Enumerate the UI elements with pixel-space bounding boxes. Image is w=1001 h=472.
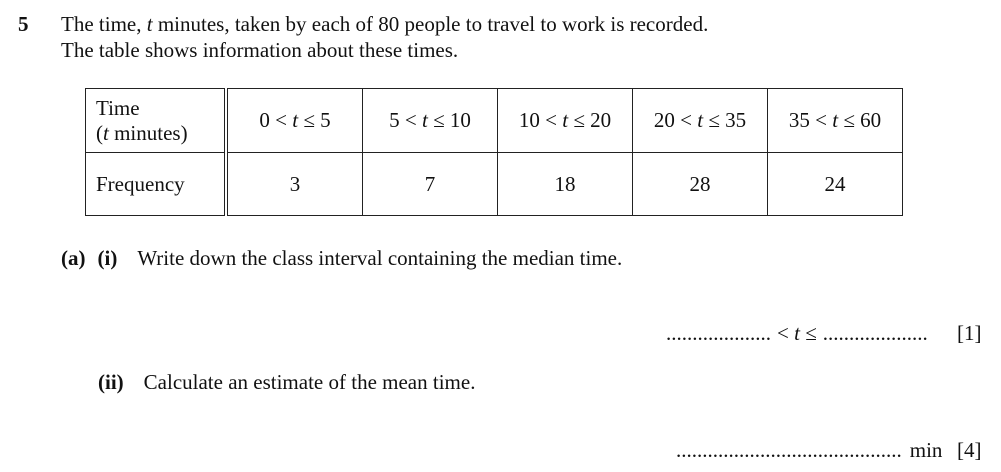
answer-inequality: < t ≤: [777, 321, 817, 345]
time-header-cell: Time (t minutes): [86, 89, 227, 153]
interval-cell: 35 < t ≤ 60: [768, 89, 903, 153]
frequency-cell: 3: [226, 153, 363, 216]
answer-blank-lower[interactable]: ....................: [666, 321, 771, 345]
part-ii-label: (ii): [98, 370, 124, 394]
part-a-i-question: [61, 246, 622, 271]
question-intro-line-2: The table shows information about these times.: [61, 38, 459, 62]
frequency-cell: 28: [633, 153, 768, 216]
answer-blank-upper[interactable]: ....................: [822, 321, 928, 345]
interval-cell: 10 < t ≤ 20: [498, 89, 633, 153]
table-header-row: [86, 89, 903, 153]
answer-unit: min: [909, 438, 943, 462]
interval-cell: 20 < t ≤ 35: [633, 89, 768, 153]
part-a-ii-question: [98, 370, 475, 395]
answer-line-median-interval: [666, 321, 928, 346]
marks-part-i: [1]: [957, 321, 982, 345]
part-i-label: (i): [97, 246, 118, 270]
frequency-cell: 18: [498, 153, 633, 216]
frequency-table: [85, 88, 903, 216]
answer-blank-mean[interactable]: ...........................................: [676, 438, 902, 462]
part-a-label: (a): [61, 246, 86, 270]
question-intro-line-1: The time, t minutes, taken by each of 80 people to travel to work is recorded.: [61, 12, 709, 36]
part-ii-text: Calculate an estimate of the mean time.: [143, 370, 476, 394]
interval-cell: 0 < t ≤ 5: [226, 89, 363, 153]
interval-cell: 5 < t ≤ 10: [363, 89, 498, 153]
frequency-cell: 24: [768, 153, 903, 216]
frequency-label-cell: Frequency: [86, 153, 227, 216]
answer-line-mean: [676, 438, 942, 463]
table-frequency-row: [86, 153, 903, 216]
marks-part-ii: [4]: [957, 438, 982, 462]
part-i-text: Write down the class interval containing the median time.: [137, 246, 623, 270]
question-number: 5: [18, 12, 29, 36]
frequency-cell: 7: [363, 153, 498, 216]
